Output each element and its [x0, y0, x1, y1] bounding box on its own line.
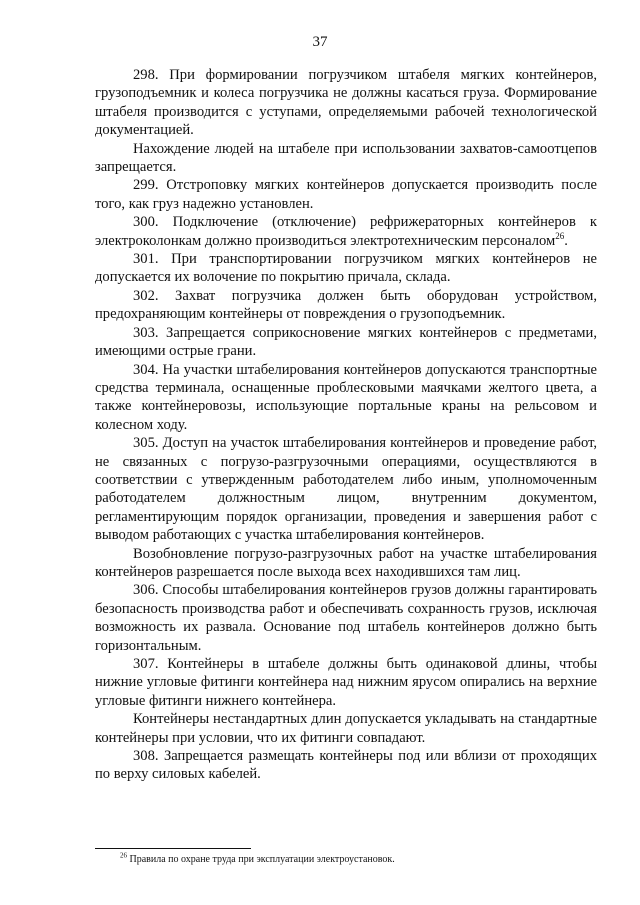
paragraph-300-text: 300. Подключение (отключение) рефрижераторных контейнеров к электроколонкам должно производиться электротехническим персоналом	[95, 214, 597, 249]
body-text	[95, 66, 597, 784]
paragraph-300	[95, 213, 597, 250]
paragraph-308: 308. Запрещается размещать контейнеры под или вблизи от проходящих по верху силовых кабелей.	[95, 748, 597, 783]
footnote-text: Правила по охране труда при эксплуатации электроустановок.	[127, 854, 395, 865]
footnote-marker: 26	[120, 851, 127, 860]
paragraph-305-note: Возобновление погрузо-разгрузочных работ на участке штабелирования контейнеров разрешается после выхода всех находившихся там лиц.	[95, 545, 597, 580]
paragraph-302: 302. Захват погрузчика должен быть оборудован устройством, предохраняющим контейнеры от повреждения о грузоподъемник.	[95, 287, 597, 323]
page-number: 37	[312, 34, 328, 50]
paragraph-301: 301. При транспортировании погрузчиком мягких контейнеров не допускается их волочение по покрытию причала, склада.	[95, 251, 597, 286]
paragraph-304: 304. На участки штабелирования контейнеров допускаются транспортные средства терминала, оснащенные проблесковыми маячками желтого цвета, а также контейнеровозы, использующие портальные краны на рельсовом и колесном ходу.	[95, 361, 597, 433]
paragraph-303: 303. Запрещается соприкосновение мягких контейнеров с предметами, имеющими острые грани.	[95, 324, 597, 360]
paragraph-300-end: .	[564, 232, 568, 249]
footnote	[120, 851, 395, 866]
paragraph-305: 305. Доступ на участок штабелирования контейнеров и проведение работ, не связанных с погрузо-разгрузочными операциями, осуществляются в соответствии с утвержденным работодателем либо иным, уполномоченным работодателем должностным лицом, внутренним документом, регламентирующим порядок организации, проведения и завершения работ с выводом работающих с участка штабелирования контейнеров.	[95, 435, 597, 544]
footnote-divider	[95, 848, 251, 849]
paragraph-298: 298. При формировании погрузчиком штабеля мягких контейнеров, грузоподъемник и колеса погрузчика не должны касаться груза. Формирование штабеля производится с уступами, определяемыми рабочей технологической документацией.	[95, 67, 597, 139]
footnote-reference: 26	[555, 230, 565, 241]
paragraph-307-note: Контейнеры нестандартных длин допускается укладывать на стандартные контейнеры при условии, что их фитинги совпадают.	[95, 711, 597, 746]
paragraph-299: 299. Отстроповку мягких контейнеров допускается производить после того, как груз надежно установлен.	[95, 177, 597, 212]
paragraph-298-note: Нахождение людей на штабеле при использовании захватов-самоотцепов запрещается.	[95, 140, 597, 176]
paragraph-307: 307. Контейнеры в штабеле должны быть одинаковой длины, чтобы нижние угловые фитинги контейнера над нижним ярусом опирались на верхние угловые фитинги нижнего контейнера.	[95, 656, 597, 709]
paragraph-306: 306. Способы штабелирования контейнеров грузов должны гарантировать безопасность производства работ и обеспечивать сохранность грузов, исключая возможность их развала. Основание под штабель контейнеров должно быть горизонтальным.	[95, 582, 597, 654]
